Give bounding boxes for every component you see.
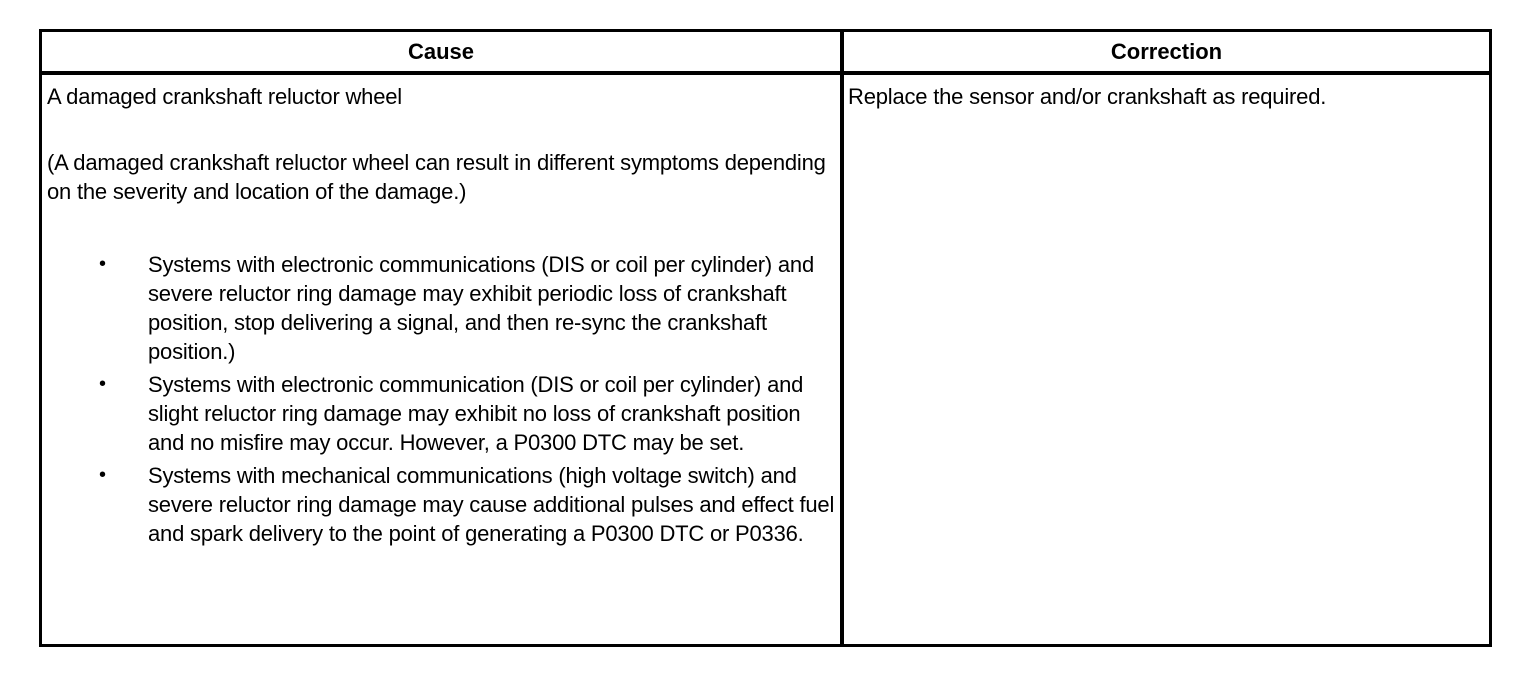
bullet-text: Systems with electronic communication (DIS or coil per cylinder) and slight reluctor ring damage may exhibit no loss of crankshaft position and no misfire may occur. However, a P0300 DTC may be set. (148, 372, 804, 455)
column-divider (840, 32, 844, 644)
cause-note: (A damaged crankshaft reluctor wheel can result in different symptoms depending on the severity and location of the damage.) (47, 150, 826, 204)
cause-correction-table (39, 29, 1492, 647)
bullet-text: Systems with electronic communications (DIS or coil per cylinder) and severe reluctor ring damage may exhibit periodic loss of crankshaft position, stop delivering a signal, and then re-sync the crankshaft position.) (148, 252, 814, 364)
bullet-text: Systems with mechanical communications (high voltage switch) and severe reluctor ring damage may cause additional pulses and effect fuel and spark delivery to the point of generating a P0300 DTC or P0336. (148, 463, 835, 546)
cause-cell (47, 75, 837, 552)
correction-cell (848, 75, 1488, 111)
header-cause: Cause (407, 38, 475, 64)
bullet-icon: • (99, 253, 106, 275)
bullet-icon: • (99, 373, 106, 395)
header-correction: Correction (1110, 38, 1223, 64)
list-item (47, 461, 837, 548)
correction-text: Replace the sensor and/or crankshaft as required. (848, 84, 1327, 109)
list-item (47, 250, 837, 366)
cause-title: A damaged crankshaft reluctor wheel (47, 84, 402, 109)
list-item (47, 370, 837, 457)
bullet-icon: • (99, 464, 106, 486)
cause-bullet-list (47, 250, 837, 548)
